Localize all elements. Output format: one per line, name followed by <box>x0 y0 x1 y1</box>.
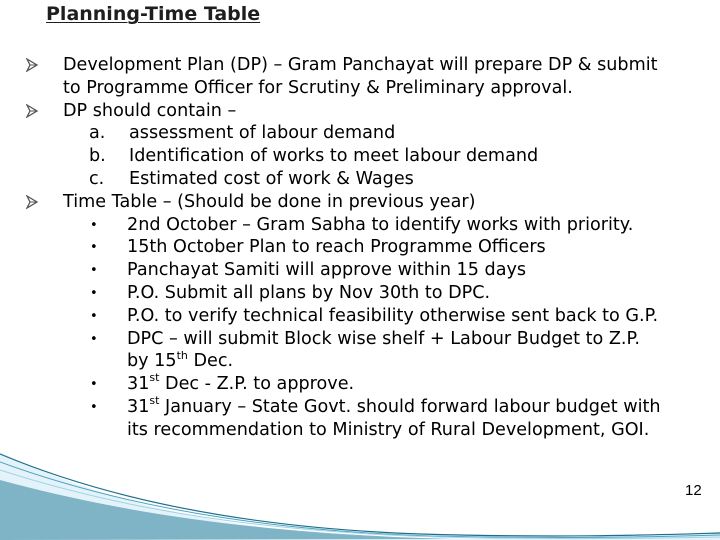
timetable-item: • 2nd October – Gram Sabha to identify works with priority. <box>0 214 720 237</box>
timetable-item: • 31st January – State Govt. should forward labour budget with <box>0 396 720 419</box>
timetable-item-continuation: its recommendation to Ministry of Rural Development, GOI. <box>127 419 650 440</box>
main-item-3: Time Table – (Should be done in previous year) <box>0 191 720 214</box>
main-item-2: DP should contain – <box>0 100 720 123</box>
arrow-bullet-icon <box>25 58 39 72</box>
timetable-item: • P.O. Submit all plans by Nov 30th to DPC. <box>0 282 720 305</box>
dp-content-item: a. assessment of labour demand <box>89 123 396 144</box>
timetable-item-continuation: by 15th Dec. <box>127 348 234 372</box>
bullet-dot-icon: • <box>90 377 98 393</box>
bullet-dot-icon: • <box>90 217 98 233</box>
arrow-bullet-icon <box>25 104 39 118</box>
main-item-1-line-2: to Programme Officer for Scrutiny & Preliminary approval. <box>63 77 573 98</box>
slide-content <box>0 54 720 442</box>
bullet-dot-icon: • <box>90 308 98 324</box>
timetable-item: • Panchayat Samiti will approve within 15 days <box>0 259 720 282</box>
decorative-wave <box>0 440 720 540</box>
page-title: Planning-Time Table <box>46 3 261 25</box>
main-item-1-line-1: Development Plan (DP) – Gram Panchayat will prepare DP & submit <box>0 54 720 77</box>
bullet-dot-icon: • <box>90 263 98 279</box>
page-number: 12 <box>685 482 702 499</box>
timetable-item: • 31st Dec - Z.P. to approve. <box>0 373 720 396</box>
dp-content-item: c. Estimated cost of work & Wages <box>89 168 414 189</box>
dp-content-item: b. Identification of works to meet labour demand <box>89 146 539 167</box>
timetable-item: • DPC – will submit Block wise shelf + Labour Budget to Z.P. <box>0 328 720 351</box>
bullet-dot-icon: • <box>90 331 98 347</box>
timetable-item: • 15th October Plan to reach Programme Officers <box>0 236 720 259</box>
timetable-item: • P.O. to verify technical feasibility otherwise sent back to G.P. <box>0 305 720 328</box>
bullet-dot-icon: • <box>90 399 98 415</box>
bullet-dot-icon: • <box>90 240 98 256</box>
bullet-dot-icon: • <box>90 285 98 301</box>
arrow-bullet-icon <box>25 195 39 209</box>
